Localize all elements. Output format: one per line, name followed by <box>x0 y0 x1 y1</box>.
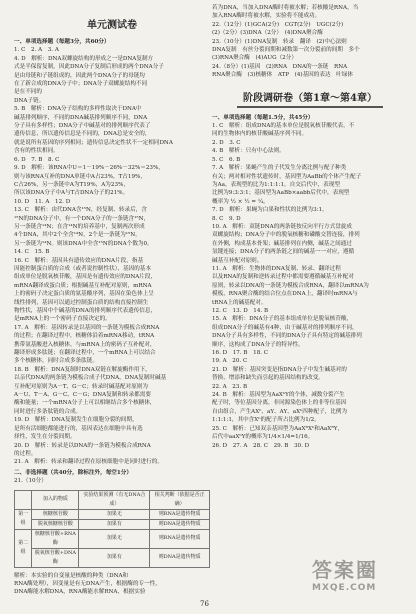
text-line: 22. A 23. B <box>212 383 248 390</box>
text-line: 组成单位是脱氧核苷酸，基因是有遗传效应的DNA片段， <box>14 274 157 281</box>
text-line: 7. A 解析：果蝇产生的子代发生分离比例与配子种类 <box>212 165 347 172</box>
text-line: 就是说所有基因的序列相同；遗传信息决定性状不一定相同DNA <box>14 139 173 146</box>
text-line: A－U、T－A、G－C、C－G；DNA复制和转录都需要 <box>14 392 151 399</box>
text-line: 概率为 ½ × ½ = ¼。 <box>212 198 269 205</box>
text-line: 酶和能量；一个mRNA分子上可以相继结合多个核糖体， <box>14 400 156 407</box>
text-line: 是在不同的 <box>14 89 42 96</box>
text-line: 有关；两对相对性状遗传时，基因型为AaBb的个体产生配子 <box>212 173 362 180</box>
text-line: 是mRNA上的一个密码子直接决定的。 <box>14 316 111 323</box>
text-line: 配子时，等位基因分离，非同源染色体上的非等位基因 <box>212 400 347 407</box>
table-cell: 核糖核苷酸 <box>32 509 79 519</box>
section-heading: 一、单项选择题（每题1.5分，共45分） <box>212 114 314 121</box>
text-line: tRNA上的碱基配对。 <box>212 299 267 306</box>
table-header-cell: 实验结果预测（有无DNA合成） <box>79 490 150 509</box>
stage-test-title: 阶段调研卷（第1章～第4章） <box>237 92 383 108</box>
text-line: 4. B 解析：只有中心法则。 <box>212 148 285 155</box>
text-line: 4个DNA，其中2个全含¹⁴N，2个是一条链为¹⁵N， <box>14 232 141 239</box>
text-line: 同的生物体内的核苷酸碱基序列不同。 <box>212 131 308 138</box>
table-cell: 脱氧核苷酸+DNA酶 <box>32 548 79 567</box>
text-line: 另一条链含¹⁴N；在含¹⁴N的培养基中，复制两次形成 <box>14 223 145 230</box>
text-line: 2. D 3. C <box>212 139 241 146</box>
text-line: 加入RNA酶时将被水解，实验将不能成功。 <box>212 13 321 20</box>
text-line: RNA酶处理），因变量是有无DNA产生，根据酶的专一性， <box>14 580 161 587</box>
text-line: 另一条链为¹⁴N。则该DNA中全含¹⁵N的DNA个数为0。 <box>14 240 153 247</box>
text-line: 8. C 9. D <box>212 215 241 222</box>
text-line: mRNA翻译成蛋白质；根据碱基互补配对原则，mRNA <box>14 282 152 289</box>
text-line: 1. C 2. A 3. A <box>14 47 59 54</box>
text-line: 13. C 解析：由代DNA含¹⁵N，经复制、转录后，含 <box>14 207 147 214</box>
text-line: (3)RNA聚合酶 (4)AUG（2分） <box>212 55 297 62</box>
text-line: 含有的性状相同。 <box>14 148 59 155</box>
text-line: 顺序，这构成了DNA分子的特异性。 <box>212 341 304 348</box>
answer-lines <box>212 4 408 80</box>
text-line: 解析：本实验的自变量是核酸的种类（DNA和 <box>14 572 129 579</box>
text-line: 互补配对原则为A－T、G－C；转录时碱基配对原则为 <box>14 383 148 390</box>
text-line: 是由母链和子链组成的，因此两个DNA分子的母链均 <box>14 72 145 79</box>
text-line: 为Aa，表现型的比为1:1:1:1，自交后代中，表现型 <box>212 181 340 188</box>
text-line: 16. D 17. B 18. C <box>212 350 269 357</box>
text-line: 10. A 解析：双链DNA的两条链按反向平行方式盘旋成 <box>212 223 353 230</box>
table-header-cell: 加入的物质 <box>32 490 79 509</box>
text-line: (2)（2分）(3)DNA（2分） (4)DNA聚合酶 <box>212 30 323 37</box>
section-heading: 二、非选择题（共40分，除标注外，每空1分） <box>14 469 132 476</box>
answer-table <box>14 490 210 568</box>
text-line: 组成DNA分子的碱基有4种，由于碱基对的排列顺序不同， <box>212 324 358 331</box>
text-line: 6. D 7. B 8. C <box>14 156 60 163</box>
text-line: 12. C 13. D 14. B <box>212 308 269 314</box>
text-line: 替换、增添和缺失而引起的基因结构的改变。 <box>212 375 324 382</box>
page-number: 76 <box>200 600 209 608</box>
text-line: 遗传信息，所以遗传信息是不同的，DNA总是安全的， <box>14 131 151 138</box>
table-cell: 加果无 <box>79 529 150 548</box>
text-line: 19. D 解析：DNA复制发生在细胞分裂的间期， <box>14 417 138 424</box>
text-line: 在了新合成的DNA分子中；DNA分子双螺旋结构不同 <box>14 81 148 88</box>
text-line: 式是半保留复制，因此DNA分子复制后形成的两个DNA分子 <box>14 64 164 71</box>
text-line: 24. B 解析：基因型为AaXᵇY的个体，减数分裂产生 <box>212 392 345 399</box>
table-cell: 则DNA是遗传物质 <box>150 519 210 529</box>
text-line: DNA酶能水解DNA，RNA酶能水解RNA，根据实验 <box>14 589 146 596</box>
text-line: 15. A 解析：DNA分子的基本组成单位是脱氧核苷酸， <box>212 316 353 323</box>
text-line: 19. A 20. C <box>212 358 248 365</box>
text-line: 22.（12分）(1)GCA(2分) CGT(2分) UGC(2分) <box>212 21 344 28</box>
text-line: 以及RNA的复制和逆转录过程中都需要遵循碱基互补配对 <box>212 274 354 281</box>
table-cell: 加果有 <box>79 548 150 567</box>
table-row <box>15 548 210 567</box>
text-line: 上的密码子决定蛋白质的氨基酸序列，基因在染色体上呈 <box>14 291 154 298</box>
table-cell: 则DNA是遗传物质 <box>150 548 210 567</box>
text-line: 模板，RNA聚合酶的结合位点在DNA上，翻译时mRNA与 <box>212 291 358 298</box>
text-line: 9. D 解析：该RNA中U＝1－19%－26%－32%＝23%， <box>14 165 164 172</box>
table-header-row <box>15 490 210 509</box>
text-line: 双螺旋结构；DNA分子中的脱氧核糖和磷酸交替连接，排列 <box>212 232 360 239</box>
unit-test-title: 单元测试卷 <box>87 20 137 31</box>
text-line: 自由组合，产生AXᵇ、aY、AY、aXᵇ四种配子，比例为 <box>212 408 348 415</box>
table-header-cell: 相关判断（依据是否正确） <box>150 490 210 509</box>
table-row <box>15 509 210 519</box>
text-line: 在外侧，构成基本骨架；碱基排列在内侧，碱基之间通过 <box>212 240 352 247</box>
table-cell: 第二组 <box>15 529 32 567</box>
text-line: 以亲代DNA的两条链为模板合成子代DNA，DNA复制时碱基 <box>14 375 167 382</box>
text-line: 若为DNA，当加入DNA酶时将被水解；若核酸是RNA，当 <box>212 5 359 11</box>
text-line: 翻译形成多肽链；在翻译过程中，一个mRNA上可以结合 <box>14 350 156 357</box>
text-line: 10. D 11. A 12. D <box>14 198 71 205</box>
text-line: 17. A 解析：基因转录是以基因的一条链为模板合成RNA <box>14 324 160 331</box>
table-cell: 加果无 <box>79 509 150 519</box>
stage-test-heading <box>212 92 408 108</box>
text-line: 碱基互补配对原则。 <box>212 257 263 264</box>
text-line: DNA子链。 <box>14 97 45 104</box>
answer-lines <box>212 122 408 450</box>
text-line: 20. D 解析：转录是以DNA的一条链为模板合成RNA <box>14 442 151 449</box>
table-header-cell <box>15 490 32 509</box>
answer-lines <box>14 46 210 466</box>
text-line: 是所有活细胞都能进行的，基因表达在细胞中具有选 <box>14 425 143 432</box>
text-line: 比例为9:3:3:1；基因型为AaBb×aabb后代中，表现型 <box>212 190 350 197</box>
text-line: 16. C 解析：基因具有遗传效应的DNA片段，指基 <box>14 257 144 264</box>
text-line: DNA复制 有丝分裂间期和减数第一次分裂前的间期 多个 <box>212 47 360 54</box>
text-line: 所以该DNA分子中A与T占DNA分子的21%。 <box>14 190 129 197</box>
text-line: 26. D 27. A 28. C 29. B 30. D <box>212 442 310 449</box>
text-line: 1:1:1:1，其中含Xᵇ的配子所占比例为1/2。 <box>212 417 320 424</box>
text-line: 4. D 解析：DNA双螺旋结构的形成之一是DNA复制方 <box>14 55 154 62</box>
table-row <box>15 519 210 529</box>
text-line: 23.（10分）(1)DNA复制 转录 翻译 (2)中心法则 <box>212 38 347 45</box>
text-line: 择性，发生在分裂间期。 <box>14 434 76 441</box>
table-cell: 核糖核苷酸+RNA酶 <box>32 529 79 548</box>
table-cell: 脱氧核糖核苷酸 <box>32 519 79 529</box>
text-line: 多个核糖体，同时合成多条肽链。 <box>14 358 98 365</box>
right-column <box>212 4 408 450</box>
text-line: 分子具有多样性；DNA分子中碱基对的排列顺序代表了 <box>14 123 151 130</box>
text-line: 11. A 解析：生物体的DNA复制、转录、翻译过程 <box>212 265 341 272</box>
text-line: 5. B 解析：DNA分子结构的多样性取决于DNA中 <box>14 106 142 113</box>
text-line: 因能控制蛋白质的合成（或者说控制性状），基因的基本 <box>14 265 152 272</box>
text-line: 25. C 解析：已知双亲基因型为AaXᴮXᵇ和AaXᴮY， <box>212 425 344 432</box>
text-line: 的过程；在翻译过程中，核糖体沿着mRNA移动，tRNA <box>14 333 155 340</box>
text-line: 碱基排列顺序，不同的DNA碱基排列顺序不同，DNA <box>14 114 148 121</box>
text-line: 14. C 15. B <box>14 249 50 256</box>
text-line: 18. B 解析：DNA复制时DNA双链在解旋酶作用下， <box>14 366 151 373</box>
text-line: RNA聚合酶 (3)核糖体 ATP (4)基因的表达 叶绿体 <box>212 72 353 79</box>
text-line: 5. C 6. B <box>212 156 241 163</box>
text-line: 24.（8分）(1)基因 (2)RNA DNA的一条链 RNA <box>212 63 348 70</box>
section-heading: 一、单项选择题（每题3分，共60分） <box>14 39 110 45</box>
table-cell: 加果有 <box>79 519 150 529</box>
text-line: 线性排列，基因可以通过控制蛋白质的结构直接控制生 <box>14 299 149 306</box>
text-line: 21. A 解析：转录和翻译过程在原核细胞中是同时进行的。 <box>14 459 163 466</box>
text-line: 同时进行多条肽链的合成。 <box>14 408 82 415</box>
text-line: DNA分子具有多样性，不同的DNA分子具有特定的碱基排列 <box>212 333 362 340</box>
text-line: 1. C 解析：组成DNA的基本单位是脱氧核苷酸代表，不 <box>212 123 355 130</box>
text-line: 21. D 解析：基因突变是指DNA分子中发生碱基对的 <box>212 366 347 373</box>
table-cell: 第一组 <box>15 509 32 529</box>
text-line: 后代中aaXᵇY的概率为1/4×1/4=1/16。 <box>212 434 314 441</box>
watermark-logo <box>312 554 408 604</box>
text-line: 则与该RNA互补的DNA单链中A占23%，T占19%， <box>14 173 146 180</box>
watermark-url: MXQE.COM <box>312 583 377 593</box>
question-number: 21.（10分） <box>14 478 47 485</box>
text-line: C占26%，另一条链中A为T19%，A为23%， <box>14 181 129 188</box>
text-line: 的过程。 <box>14 450 37 457</box>
text-line: 原则，转录以DNA的一条链为模板合成RNA，翻译以mRNA为 <box>212 282 369 289</box>
watermark-text: 答案圈 <box>312 558 378 582</box>
table-cell: 则RNA是遗传物质 <box>150 509 210 519</box>
answer-lines <box>14 572 210 597</box>
table-row <box>15 529 210 548</box>
text-line: 氢键连接；DNA分子的两条链之间的碱基一一对应，遵循 <box>212 249 355 256</box>
left-column <box>14 4 210 597</box>
text-line: ¹⁵N的DNA分子中，有一个DNA分子的一条链含¹⁵N， <box>14 215 150 222</box>
text-line: 物性状，基因中个碱基的DNA的排列顺序代表遗传信息， <box>14 308 157 314</box>
text-line: 携带氨基酸进入核糖体，与mRNA上的密码子互补配对， <box>14 341 156 348</box>
table-cell: 则RNA是遗传物质 <box>150 529 210 548</box>
text-line: 7. D 解析：果蝇为白果和性状的比例为3:1。 <box>212 207 328 214</box>
